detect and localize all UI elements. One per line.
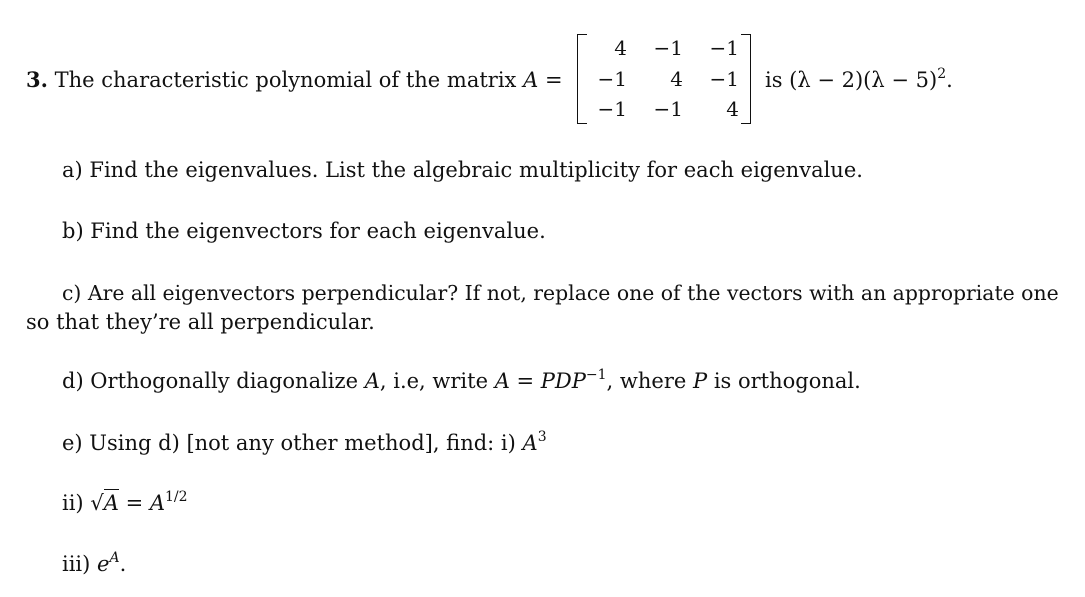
- part-d: [62, 368, 861, 394]
- part-c-line-1: c) Are all eigenvectors perpendicular? If not, replace one of the vectors with an appropriate one: [62, 281, 1059, 305]
- matrix-cell-r2c1: −1: [597, 67, 627, 91]
- part-ii-var: A: [103, 491, 119, 515]
- problem-intro-text: The characteristic polynomial of the matrix: [54, 68, 517, 92]
- matrix-name: A: [523, 68, 539, 92]
- sqrt-symbol: √: [90, 491, 104, 515]
- part-ii-pre: ii): [62, 491, 84, 515]
- part-d-var: A: [364, 369, 380, 393]
- matrix-cell-r2c3: −1: [709, 67, 739, 91]
- part-a: a) Find the eigenvalues. List the algebraic multiplicity for each eigenvalue.: [62, 158, 863, 182]
- part-ii: [62, 490, 188, 516]
- part-iii-pre: iii): [62, 552, 91, 576]
- part-iii-exponent: A: [109, 550, 120, 566]
- part-c-line-2: so that they’re all perpendicular.: [26, 310, 375, 334]
- equals-sign: =: [544, 68, 563, 92]
- part-d-equation: A = PDP: [494, 369, 586, 393]
- part-iii-end: .: [119, 552, 127, 576]
- part-d-exponent: −1: [585, 367, 607, 383]
- part-d-post: , where: [606, 369, 687, 393]
- matrix-cell-r1c3: −1: [709, 36, 739, 60]
- part-ii-exponent: 1/2: [165, 489, 188, 505]
- matrix-cell-r3c2: −1: [653, 97, 683, 121]
- problem-intro: [26, 67, 563, 93]
- characteristic-polynomial: [765, 67, 953, 93]
- matrix-cell-r3c1: −1: [597, 97, 627, 121]
- matrix-cell-r1c1: 4: [614, 36, 627, 60]
- polynomial-text: is (λ − 2)(λ − 5): [765, 68, 938, 92]
- part-ii-equation: = A: [125, 491, 166, 515]
- matrix-cell-r1c2: −1: [653, 36, 683, 60]
- part-b: b) Find the eigenvectors for each eigenvalue.: [62, 219, 546, 243]
- part-iii: [62, 551, 126, 577]
- problem-number: 3.: [26, 67, 48, 92]
- part-e: [62, 430, 547, 456]
- part-e-var: A: [522, 431, 538, 455]
- part-d-pre: d) Orthogonally diagonalize: [62, 369, 359, 393]
- polynomial-period: .: [946, 68, 953, 92]
- matrix-cell-r2c2: 4: [670, 67, 683, 91]
- part-d-end: is orthogonal.: [713, 369, 861, 393]
- part-e-pre: e) Using d) [not any other method], find: i): [62, 431, 516, 455]
- part-d-mid: , i.e, write: [379, 369, 488, 393]
- polynomial-exponent: 2: [937, 66, 947, 82]
- part-d-var-p: P: [692, 369, 708, 393]
- matrix-cell-r3c3: 4: [726, 97, 739, 121]
- matrix-a: [575, 30, 753, 126]
- part-iii-base: e: [97, 552, 110, 576]
- matrix-right-bracket: [741, 34, 751, 124]
- part-e-exponent: 3: [537, 429, 547, 445]
